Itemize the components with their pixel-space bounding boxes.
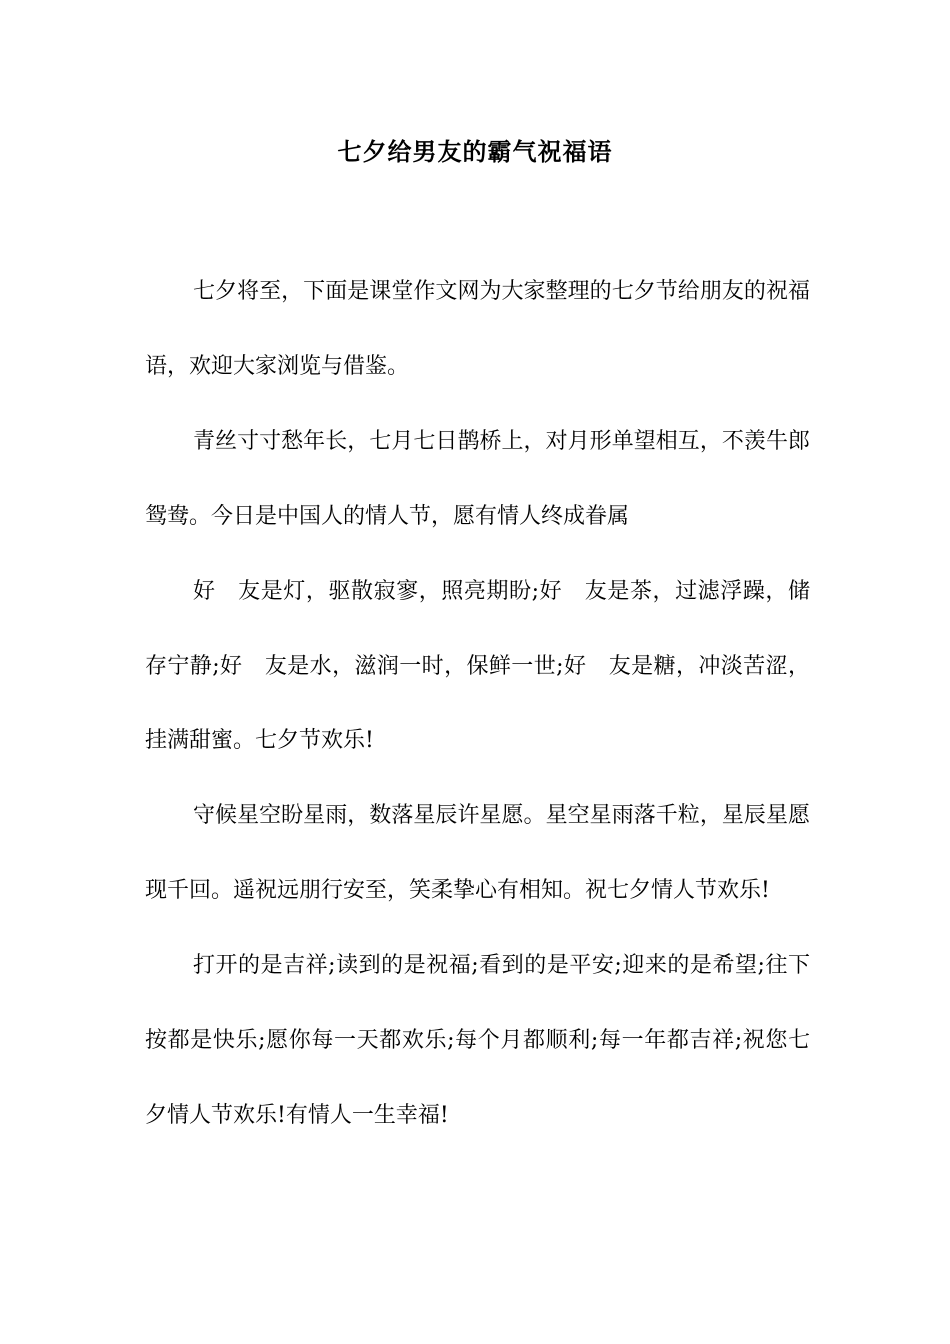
paragraph: 好 友是灯，驱散寂寥，照亮期盼;好 友是茶，过滤浮躁，储存宁静;好 友是水，滋润一时，保鲜一世;好 友是糖，冲淡苦涩，挂满甜蜜。七夕节欢乐!: [145, 578, 810, 754]
document-body: [145, 255, 810, 1154]
paragraph: 青丝寸寸愁年长，七月七日鹊桥上，对月形单望相互，不羡牛郎鸳鸯。今日是中国人的情人节，愿有情人终成眷属: [145, 428, 810, 529]
paragraph: 七夕将至，下面是课堂作文网为大家整理的七夕节给朋友的祝福语，欢迎大家浏览与借鉴。: [145, 279, 810, 379]
paragraph: 守候星空盼星雨，数落星辰许星愿。星空星雨落千粒，星辰星愿现千回。遥祝远朋行安至，笑柔挚心有相知。祝七夕情人节欢乐!: [145, 803, 810, 904]
page-title: 七夕给男友的霸气祝福语: [337, 137, 613, 166]
paragraph: 打开的是吉祥;读到的是祝福;看到的是平安;迎来的是希望;往下按都是快乐;愿你每一天都欢乐;每个月都顺利;每一年都吉祥;祝您七夕情人节欢乐!有情人一生幸福!: [145, 953, 810, 1128]
